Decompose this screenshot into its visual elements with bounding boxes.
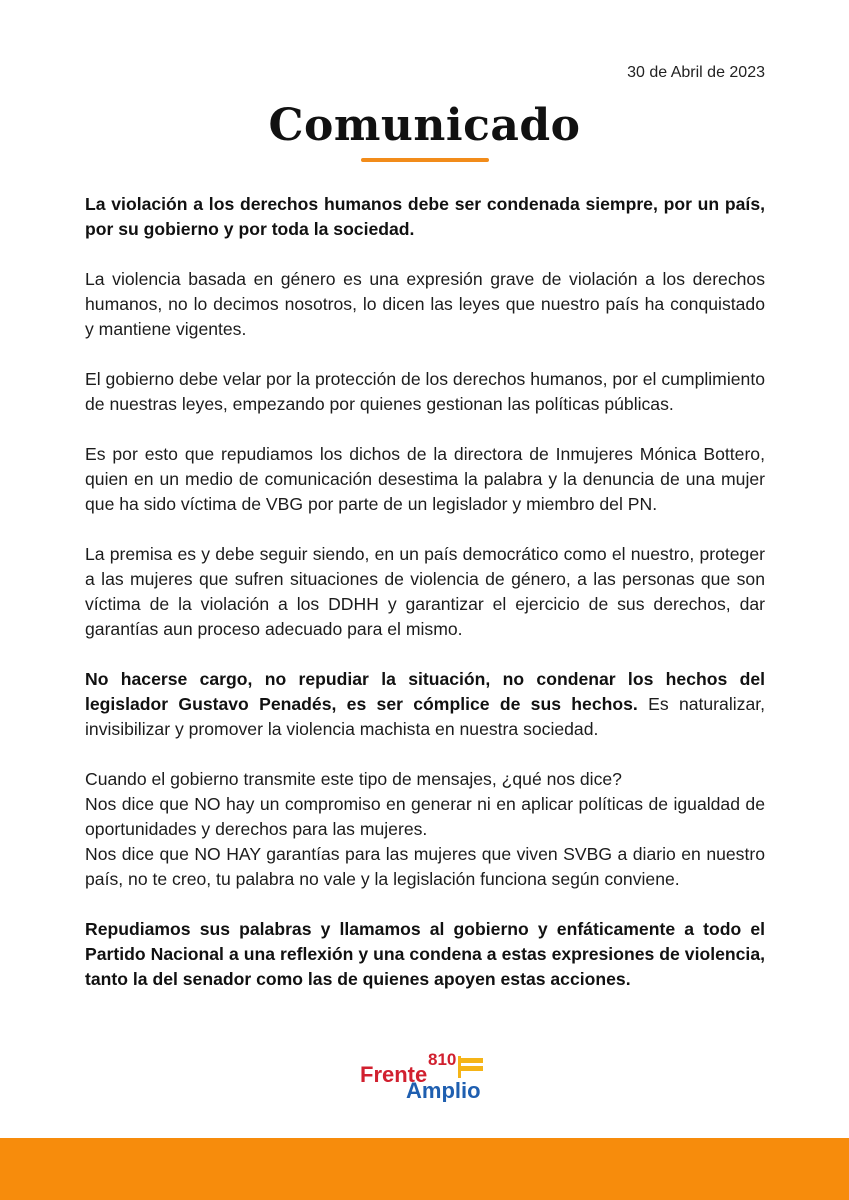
paragraph-1: La violación a los derechos humanos debe ser condenada siempre, por un país, por su gobierno y por toda la sociedad. [85,194,765,239]
footer-bar [0,1138,849,1200]
paragraph-7-line-2: Nos dice que NO hay un compromiso en generar ni en aplicar políticas de igualdad de oportunidades y derechos para las mujeres. [85,794,765,839]
title-underline [361,158,489,162]
paragraph-4: Es por esto que repudiamos los dichos de la directora de Inmujeres Mónica Bottero, quien en un medio de comunicación desestima la palabra y la denuncia de una mujer que ha sido víctima de VBG por parte de un legislador y miembro del PN. [85,444,765,514]
frente-amplio-logo [358,1038,498,1102]
document-date: 30 de Abril de 2023 [627,64,765,81]
logo-flag-icon [458,1056,483,1078]
paragraph-5: La premisa es y debe seguir siendo, en un país democrático como el nuestro, proteger a las mujeres que sufren situaciones de violencia de género, a las personas que son víctima de la violación a los DDHH y garantizar el ejercicio de sus derechos, dar garantías aun proceso adecuado para el mismo. [85,544,765,639]
paragraph-6-rest: Es naturalizar, invisibilizar y promover la violencia machista en nuestra sociedad. [85,694,766,739]
paragraph-3: El gobierno debe velar por la protección de los derechos humanos, por el cumplimiento de nuestras leyes, empezando por quienes gestionan las políticas públicas. [85,369,765,414]
paragraph-6 [85,667,765,742]
logo-word-amplio: Amplio [406,1078,481,1102]
paragraph-6-bold: No hacerse cargo, no repudiar la situación, no condenar los hechos del legislador Gustavo Penadés, es ser cómplice de sus hechos. [85,669,765,714]
paragraph-7-line-1: Cuando el gobierno transmite este tipo de mensajes, ¿qué nos dice? [85,769,622,789]
document-body [85,192,765,1017]
paragraph-7-line-3: Nos dice que NO HAY garantías para las mujeres que viven SVBG a diario en nuestro país, no te creo, tu palabra no vale y la legislación funciona según conviene. [85,844,765,889]
page-title: Comunicado [268,100,581,151]
paragraph-8: Repudiamos sus palabras y llamamos al gobierno y enfáticamente a todo el Partido Nacional a una reflexión y una condena a estas expresiones de violencia, tanto la del senador como las de quienes apoyen estas acciones. [85,919,765,989]
paragraph-2: La violencia basada en género es una expresión grave de violación a los derechos humanos, no lo decimos nosotros, lo dicen las leyes que nuestro país ha conquistado y mantiene vigentes. [85,269,765,339]
logo-word-frente: Frente [360,1062,428,1087]
logo-number: 810 [428,1050,457,1069]
